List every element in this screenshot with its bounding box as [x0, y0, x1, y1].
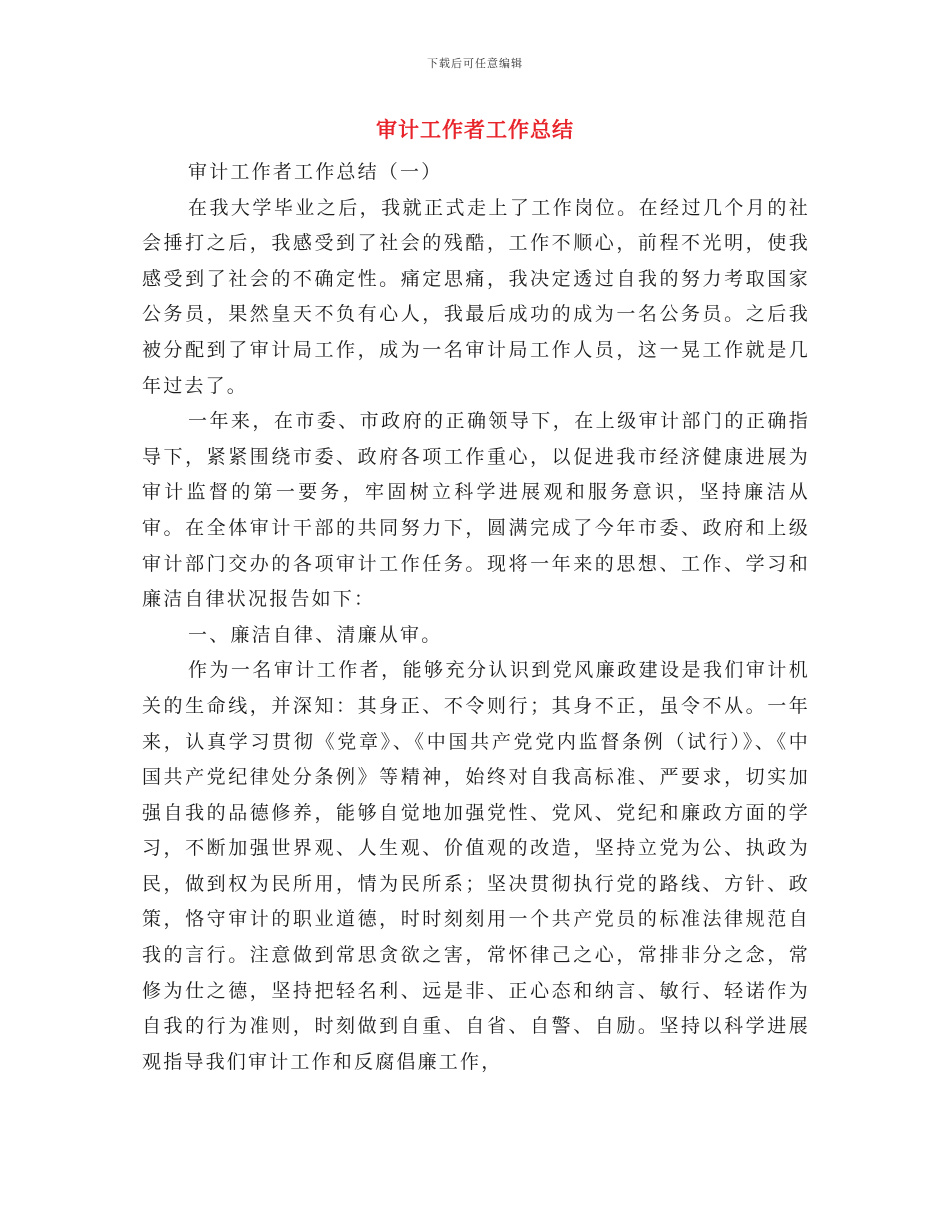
document-body — [142, 155, 810, 1080]
paragraph-overview: 一年来，在市委、市政府的正确领导下，在上级审计部门的正确指导下，紧紧围绕市委、政府各项工作重心，以促进我市经济健康进展为审计监督的第一要务，牢固树立科学进展观和服务意识，坚持廉洁从审。在全体审计干部的共同努力下，圆满完成了今年市委、政府和上级审计部门交办的各项审计工作任务。现将一年来的思想、工作、学习和廉洁自律状况报告如下： — [142, 410, 810, 611]
header-note: 下载后可任意编辑 — [427, 57, 523, 70]
section-heading: 一、廉洁自律、清廉从审。 — [188, 623, 443, 646]
section-subtitle: 审计工作者工作总结（一） — [188, 161, 443, 183]
paragraph-integrity: 作为一名审计工作者，能够充分认识到党风廉政建设是我们审计机关的生命线，并深知：其身正、不令则行；其身不正，虽令不从。一年来，认真学习贯彻《党章》、《中国共产党党内监督条例（试行）》、《中国共产党纪律处分条例》等精神，始终对自我高标准、严要求，切实加强自我的品德修养，能够自觉地加强党性、党风、党纪和廉政方面的学习，不断加强世界观、人生观、价值观的改造，坚持立党为公、执政为民，做到权为民所用，情为民所系；坚决贯彻执行党的路线、方针、政策，恪守审计的职业道德，时时刻刻用一个共产党员的标准法律规范自我的言行。注意做到常思贪欲之害，常怀律己之心，常排非分之念，常修为仕之德，坚持把轻名利、远是非、正心态和纳言、敏行、轻诺作为自我的行为准则，时刻做到自重、自省、自警、自励。坚持以科学进展观指导我们审计工作和反腐倡廉工作， — [142, 659, 810, 1073]
paragraph-intro: 在我大学毕业之后，我就正式走上了工作岗位。在经过几个月的社会捶打之后，我感受到了社会的残酷，工作不顺心，前程不光明，使我感受到了社会的不确定性。痛定思痛，我决定透过自我的努力考取国家公务员，果然皇天不负有心人，我最后成功的成为一名公务员。之后我被分配到了审计局工作，成为一名审计局工作人员，这一晃工作就是几年过去了。 — [142, 196, 810, 397]
document-title: 审计工作者工作总结 — [376, 117, 574, 142]
